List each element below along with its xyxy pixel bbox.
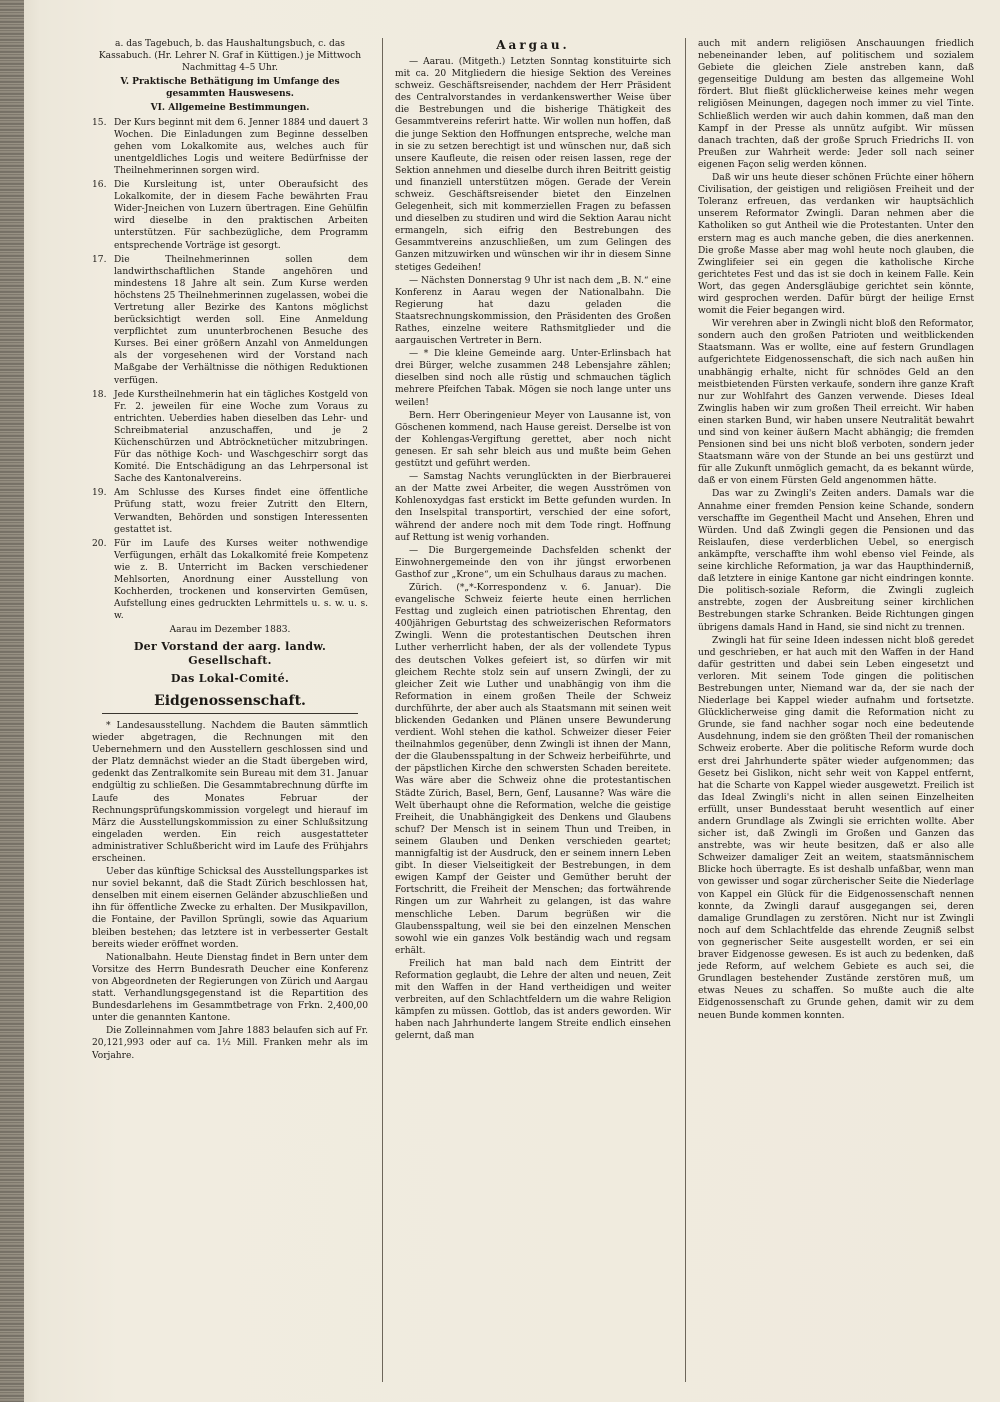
article-paragraph: — Die Burgergemeinde Dachsfelden schenkt der Einwohnergemeinde den von ihr jüngst erworbenen Gasthof zur „Krone“, um ein Schulhaus daraus zu machen. (395, 545, 671, 580)
list-item: 18. Jede Kurstheilnehmerin hat ein tägliches Kostgeld von Fr. 2. jeweilen für eine Woche zum Voraus zu entrichten. Ueberdies haben dieselben das Lehr- und Schreibmaterial anzuschaffen, und je 2 Küchenschürzen und Abtröcknetücher mitzubringen. Für das nöthige Koch- und Waschgeschirr sorgt das Komité. Die Entschädigung an das Lehrpersonal ist Sache des Kantonalvereins. (92, 389, 368, 485)
article-paragraph: * Landesausstellung. Nachdem die Bauten sämmtlich wieder abgetragen, die Rechnungen mit den Uebernehmern und den Ausstellern geschlossen sind und der Platz demnächst wieder an die Stadt übergeben wird, gedenkt das Zentralkomite sein Bureau mit dem 31. Januar endgültig zu schließen. Die Gesammtabrechnung dürfte im Laufe des Monates Februar der Rechnungsprüfungskommission vorgelegt und hierauf im März die Ausstellungskommission zu einer Schlußsitzung eingeladen werden. Ein reich ausgestatteter administrativer Schlußbericht wird im Laufe des Frühjahrs erscheinen. (92, 720, 368, 865)
list-item: 16. Die Kursleitung ist, unter Oberaufsicht des Lokalkomite, der in diesem Fache bewährten Frau Wider-Jneichen von Luzern übertragen. Eine Gehülfin wird dieselbe in den praktischen Arbeiten unterstützen. Für sachbezügliche, dem Programm entsprechende Vorträge ist gesorgt. (92, 180, 368, 251)
section-title: Aargau. (496, 38, 570, 52)
dateline: Aarau im Dezember 1883. (169, 625, 291, 636)
binding-edge (0, 0, 24, 1402)
article-paragraph: Bern. Herr Oberingenieur Meyer von Lausanne ist, von Göschenen kommend, nach Hause gereist. Derselbe ist von der Kohlengas-Vergiftung gerettet, aber noch nicht genesen. Er sah sehr bleich aus und mußte beim Gehen gestützt und geführt werden. (395, 410, 671, 470)
column-right (685, 38, 974, 1382)
section-heading-6: VI. Allgemeine Bestimmungen. (150, 102, 310, 114)
top-line: a. das Tagebuch, b. das Haushaltungsbuch, c. das Kassabuch. (Hr. Lehrer N. Graf in Küttigen.) je Mittwoch Nachmittag 4–5 Uhr. (98, 39, 362, 74)
article-paragraph: auch mit andern religiösen Anschauungen friedlich nebeneinander leben, auf politischem und sozialem Gebiete die gleichen Ziele anstreben kann, daß gegenseitige Duldung am besten das allgemeine Wohl fördert. Blut fließt glücklicherweise keines mehr wegen religiösen Meinungen, dagegen noch immer zu viel Tinte. Schließlich werden wir auch dahin kommen, daß man den Kampf in der Presse als unnütz aufgibt. Wir müssen danach trachten, daß der große Spruch Friedrichs II. von Preußen zur Wahrheit werde: Jeder soll nach seiner eigenen Façon selig werden können. (698, 39, 974, 170)
signature-committee: Das Lokal-Comité. (170, 671, 290, 685)
column-middle (382, 38, 671, 1382)
list-item: 20. Für im Laufe des Kurses weiter nothwendige Verfügungen, erhält das Lokalkomité freie Kompetenz wie z. B. Unterricht im Backen verschiedener Mehlsorten, Anordnung einer Ausstellung von Kochherden, trockenen und konservirten Gemüsen, Aufstellung eines gedruckten Lehrmittels u. s. w. u. s. w. (92, 538, 368, 622)
article-paragraph: Nationalbahn. Heute Dienstag findet in Bern unter dem Vorsitze des Herrn Bundesrath Deucher eine Konferenz von Abgeordneten der Regierungen von Zürich und Aargau statt. Verhandlungsgegenstand ist die Repartition des Bundesdarlehens im Gesammtbetrage von Frkn. 2,400,00 unter die genannten Kantone. (92, 952, 368, 1024)
article-paragraph: Daß wir uns heute dieser schönen Früchte einer höhern Civilisation, der geistigen und religiösen Freiheit und der Toleranz erfreuen, das verdanken wir hauptsächlich unserem Reformator Zwingli. Daran nehmen aber die Katholiken so gut Antheil wie die Protestanten. Unter den erstern mag es auch manche geben, die dies anerkennen. Die große Masse aber mag wohl heute noch glauben, die Zwinglifeier sei ein gegen die katholische Kirche gerichtetes Fest und das ist sie doch in keinem Falle. Kein Wort, das gegen Andersgläubige gerichtet sein könnte, wird gesprochen werden. Dafür bürgt der heilige Ernst womit die Feier begangen wird. (698, 173, 974, 317)
article-paragraph: Die Zolleinnahmen vom Jahre 1883 belaufen sich auf Fr. 20,121,993 oder auf ca. 1½ Mill. Franken mehr als im Vorjahre. (92, 1026, 368, 1061)
article-paragraph: — Aarau. (Mitgeth.) Letzten Sonntag konstituirte sich mit ca. 20 Mitgliedern die hiesige Sektion des Vereines schweiz. Geschäftsreisender, nachdem der Herr Präsident des Centralvorstandes in verdankenswerther Weise über die Bestrebungen und die bisherige Thätigkeit des Gesammtvereins referirt hatte. Wir wollen nun hoffen, daß die junge Sektion den Hoffnungen entspreche, welche man in sie zu setzen berechtigt ist und wünschen nur, daß sich unsere Kaufleute, die reisen oder reisen lassen, rege der Sektion annehmen und dieselbe durch ihren Beitritt geistig und finanziell unterstützen mögen. Gerade der Verein schweiz. Geschäftsreisender bietet den Einzelnen Gelegenheit, sich mit kommerziellen Fragen zu befassen und dieselben zu studiren und wird die Sektion Aarau nicht ermangeln, sich eifrig den Bestrebungen des Gesammtvereins anzuschließen, um zum Gelingen des Ganzen mitzuwirken und wünschen wir ihr in diesem Sinne stetiges Gedeihen! (395, 56, 671, 273)
section-banner: Eidgenossenschaft. (102, 692, 358, 714)
list-item: 15. Der Kurs beginnt mit dem 6. Jenner 1884 und dauert 3 Wochen. Die Einladungen zum Beginne desselben gehen vom Lokalkomite aus, welches auch für unentgeldliches Logis und weitere Bedürfnisse der Theilnehmerinnen sorgen wird. (92, 117, 368, 176)
article-paragraph: Wir verehren aber in Zwingli nicht bloß den Reformator, sondern auch den großen Patrioten und weitblickenden Staatsmann. Was er wollte, eine auf festern Grundlagen aufgerichtete Eidgenossenschaft, die sich nach außen hin unabhängig erhalte, nicht für schnödes Geld an den meistbietenden Fürsten verkaufe, sondern ihre ganze Kraft nur zur Wohlfahrt des Ganzen verwende. Dieses Ideal Zwinglis haben wir zum großen Theil erreicht. Wir haben einen starken Bund, wir haben unsere Neutralität bewahrt und sind von keiner äußern Macht abhängig; die fremden Pensionen sind bei uns nicht bloß verboten, sondern jeder Staatsmann wäre von der Stunde an bei uns gestürzt und für alle Zukunft unmöglich gemacht, da es bekannt würde, daß er von einem Fürsten Geld angenommen hätte. (698, 319, 974, 487)
article-paragraph: Zürich. (*„*-Korrespondenz v. 6. Januar). Die evangelische Schweiz feierte heute einen herrlichen Festtag und zugleich einen patriotischen Ehrentag, den 400jährigen Geburtstag des schweizerischen Reformators Zwingli. Wenn die protestantischen Deutschen ihren Luther verherrlicht haben, der als der vollendete Typus des deutschen Volkes gefeiert ist, so dürfen wir mit gleichem Rechte stolz sein auf unsern Zwingli, der zu gleicher Zeit wie Luther und unabhängig von ihm die Reformation in einem großen Theile der Schweiz durchführte, der aber auch als Staatsmann mit seinen weit blickenden Gedanken und Plänen unsere Bewunderung verdient. Wohl stehen die kathol. Schweizer dieser Feier theilnahmlos gegenüber, denn Zwingli ist ihnen der Mann, der die Glaubensspaltung in der Schweiz herbeiführte, und der päpstlichen Kirche den schwersten Schaden bereitete. Was wäre aber die Schweiz ohne die protestantischen Städte Zürich, Basel, Bern, Genf, Lausanne? Was wäre die Welt überhaupt ohne die Reformation, welche die geistige Freiheit, die Unabhängigkeit des Denkens und Glaubens schuf? Der Mensch ist in seinem Thun und Treiben, in seinem Glauben und Denken verschieden geartet; mannigfaltig ist der Ausdruck, den er seinem innern Leben gibt. In dieser Vielseitigkeit der Bestrebungen, in dem ewigen Kampf der Geister und Gemüther beruht der Fortschritt, die Freiheit der Menschen; das fortwährende Ringen um zur Wahrheit zu gelangen, ist das wahre menschliche Leben. Darum begrüßen wir die Glaubensspaltung, weil sie bei den einzelnen Menschen sowohl wie ein ganzes Volk beständig wach und regsam erhält. (395, 582, 671, 956)
article-paragraph: Das war zu Zwingli's Zeiten anders. Damals war die Annahme einer fremden Pension keine Schande, sondern verschaffte im Gegentheil Macht und Ansehen, Ehren und Würden. Und daß Zwingli gegen die Pensionen und das Reislaufen, diese verderblichen Uebel, so energisch ankämpfte, verschaffte ihm wohl ebenso viel Feinde, als seine kirchliche Reformation, ja war das Haupthinderniß, daß letztere in einige Kantone gar nicht eindringen konnte. Die politisch-soziale Reform, die Zwingli zugleich anstrebte, zogen der Ausbreitung seiner kirchlichen Bestrebungen starke Schranken. Beide Richtungen gingen übrigens damals Hand in Hand, sie sind nicht zu trennen. (698, 489, 974, 633)
section-heading-5: V. Praktische Bethätigung im Umfange des gesammten Hauswesens. (120, 76, 340, 100)
article-paragraph: — Nächsten Donnerstag 9 Uhr ist nach dem „B. N.“ eine Konferenz in Aarau wegen der Nationalbahn. Die Regierung hat dazu geladen die Staatsrechnungskommission, den Präsidenten des Großen Rathes, einzelne weitere Rathsmitglieder und die aargauischen Vertreter in Bern. (395, 275, 671, 347)
article-paragraph: — Samstag Nachts verunglückten in der Bierbrauerei an der Matte zwei Arbeiter, die wegen Ausströmen von Kohlenoxydgas fast erstickt im Bette gefunden wurden. In den Inselspital transportirt, verschied der eine sofort, während der andere noch mit dem Tode ringt. Hoffnung auf Rettung ist wenig vorhanden. (395, 472, 671, 543)
article-paragraph: Ueber das künftige Schicksal des Ausstellungsparkes ist nur soviel bekannt, daß die Stadt Zürich beschlossen hat, denselben mit einem eisernen Geländer abzuschließen und ihn für öffentliche Zwecke zu erhalten. Der Musikpavillon, die Fontaine, der Pavillon Sprüngli, sowie das Aquarium bleiben bestehen; das letztere ist in verbesserter Gestalt bereits wieder eröffnet worden. (92, 867, 368, 950)
article-paragraph: — * Die kleine Gemeinde aarg. Unter-Erlinsbach hat drei Bürger, welche zusammen 248 Lebensjahre zählen; dieselben sind noch alle rüstig und schmauchen täglich mehrere Pfeifchen Tabak. Mögen sie noch lange unter uns weilen! (395, 349, 671, 408)
article-paragraph: Zwingli hat für seine Ideen indessen nicht bloß geredet und geschrieben, er hat auch mit den Waffen in der Hand dafür gestritten und dabei sein Leben eingesetzt und verloren. Mit seinem Tode gingen die politischen Bestrebungen unter, Niemand war da, der sie nach der Niederlage bei Kappel wieder aufnahm und fortsetzte. Glücklicherweise ging damit die Reformation nicht zu Grunde, sie fand nachher sogar noch eine bedeutende Ausdehnung, indem sie den größten Theil der romanischen Schweiz eroberte. Aber die politische Reform wurde doch erst drei Jahrhunderte später wieder aufgenommen; das Gesetz bei Gislikon, nicht sehr weit von Kappel entfernt, hat die Scharte von Kappel wieder ausgewetzt. Freilich ist das Ideal Zwingli's nicht in allen seinen Einzelheiten erfüllt, unser Bundesstaat beruht wesentlich auf einer andern Grundlage als Zwingli sie errichten wollte. Aber sicher ist, daß Zwingli im Großen und Ganzen das anstrebte, was wir heute besitzen, daß er also alle Schweizer damaliger Zeit an weitem, staatsmännischem Blicke hoch überragte. Es ist deshalb unfaßbar, wenn man von gewisser und sogar zürcherischer Seite die Niederlage von Kappel ein Glück für die Eidgenossenschaft nennen konnte, da Zwingli darauf ausgegangen sei, deren damalige Grundlagen zu zerstören. Nicht nur ist Zwingli noch auf dem Schlachtfelde das ehrende Zeugniß selbst von gegnerischer Seite ausgestellt worden, er sei ein braver Eidgenosse gewesen. Es ist auch zu bedenken, daß jede Reform, auf welchem Gebiete es auch sei, die Grundlagen bestehender Zustände zerstören muß, um etwas Neues zu schaffen. So mußte auch die alte Eidgenossenschaft zu Grunde gehen, damit wir zu dem neuen Bunde kommen konnten. (698, 635, 974, 1021)
signature-board: Der Vorstand der aarg. landw. Gesellschaft. (133, 639, 327, 668)
column-left (92, 38, 368, 1382)
article-paragraph: Freilich hat man bald nach dem Eintritt der Reformation geglaubt, die Lehre der alten und neuen, Zeit mit den Waffen in der Hand vertheidigen und weiter verbreiten, auf den Schlachtfeldern um die wahre Religion kämpfen zu müssen. Gottlob, das ist anders geworden. Wir haben nach Jahrhunderte langem Streite endlich einsehen gelernt, daß man (395, 958, 671, 1042)
list-item: 17. Die Theilnehmerinnen sollen dem landwirthschaftlichen Stande angehören und mindestens 18 Jahre alt sein. Zum Kurse werden höchstens 25 Theilnehmerinnen zugelassen, wobei die Vertretung aller Bezirke des Kantons möglichst berücksichtigt werden soll. Eine Anmeldung verpflichtet zum ununterbrochenen Besuche des Kurses. Bei einer größern Anzahl von Anmeldungen als der vorgesehenen wird der Vorstand nach Maßgabe der Verhältnisse die nöthigen Reduktionen verfügen. (92, 254, 368, 386)
list-item: 19. Am Schlusse des Kurses findet eine öffentliche Prüfung statt, wozu freier Zutritt den Eltern, Verwandten, Behörden und sonstigen Interessenten gestattet ist. (92, 488, 368, 535)
